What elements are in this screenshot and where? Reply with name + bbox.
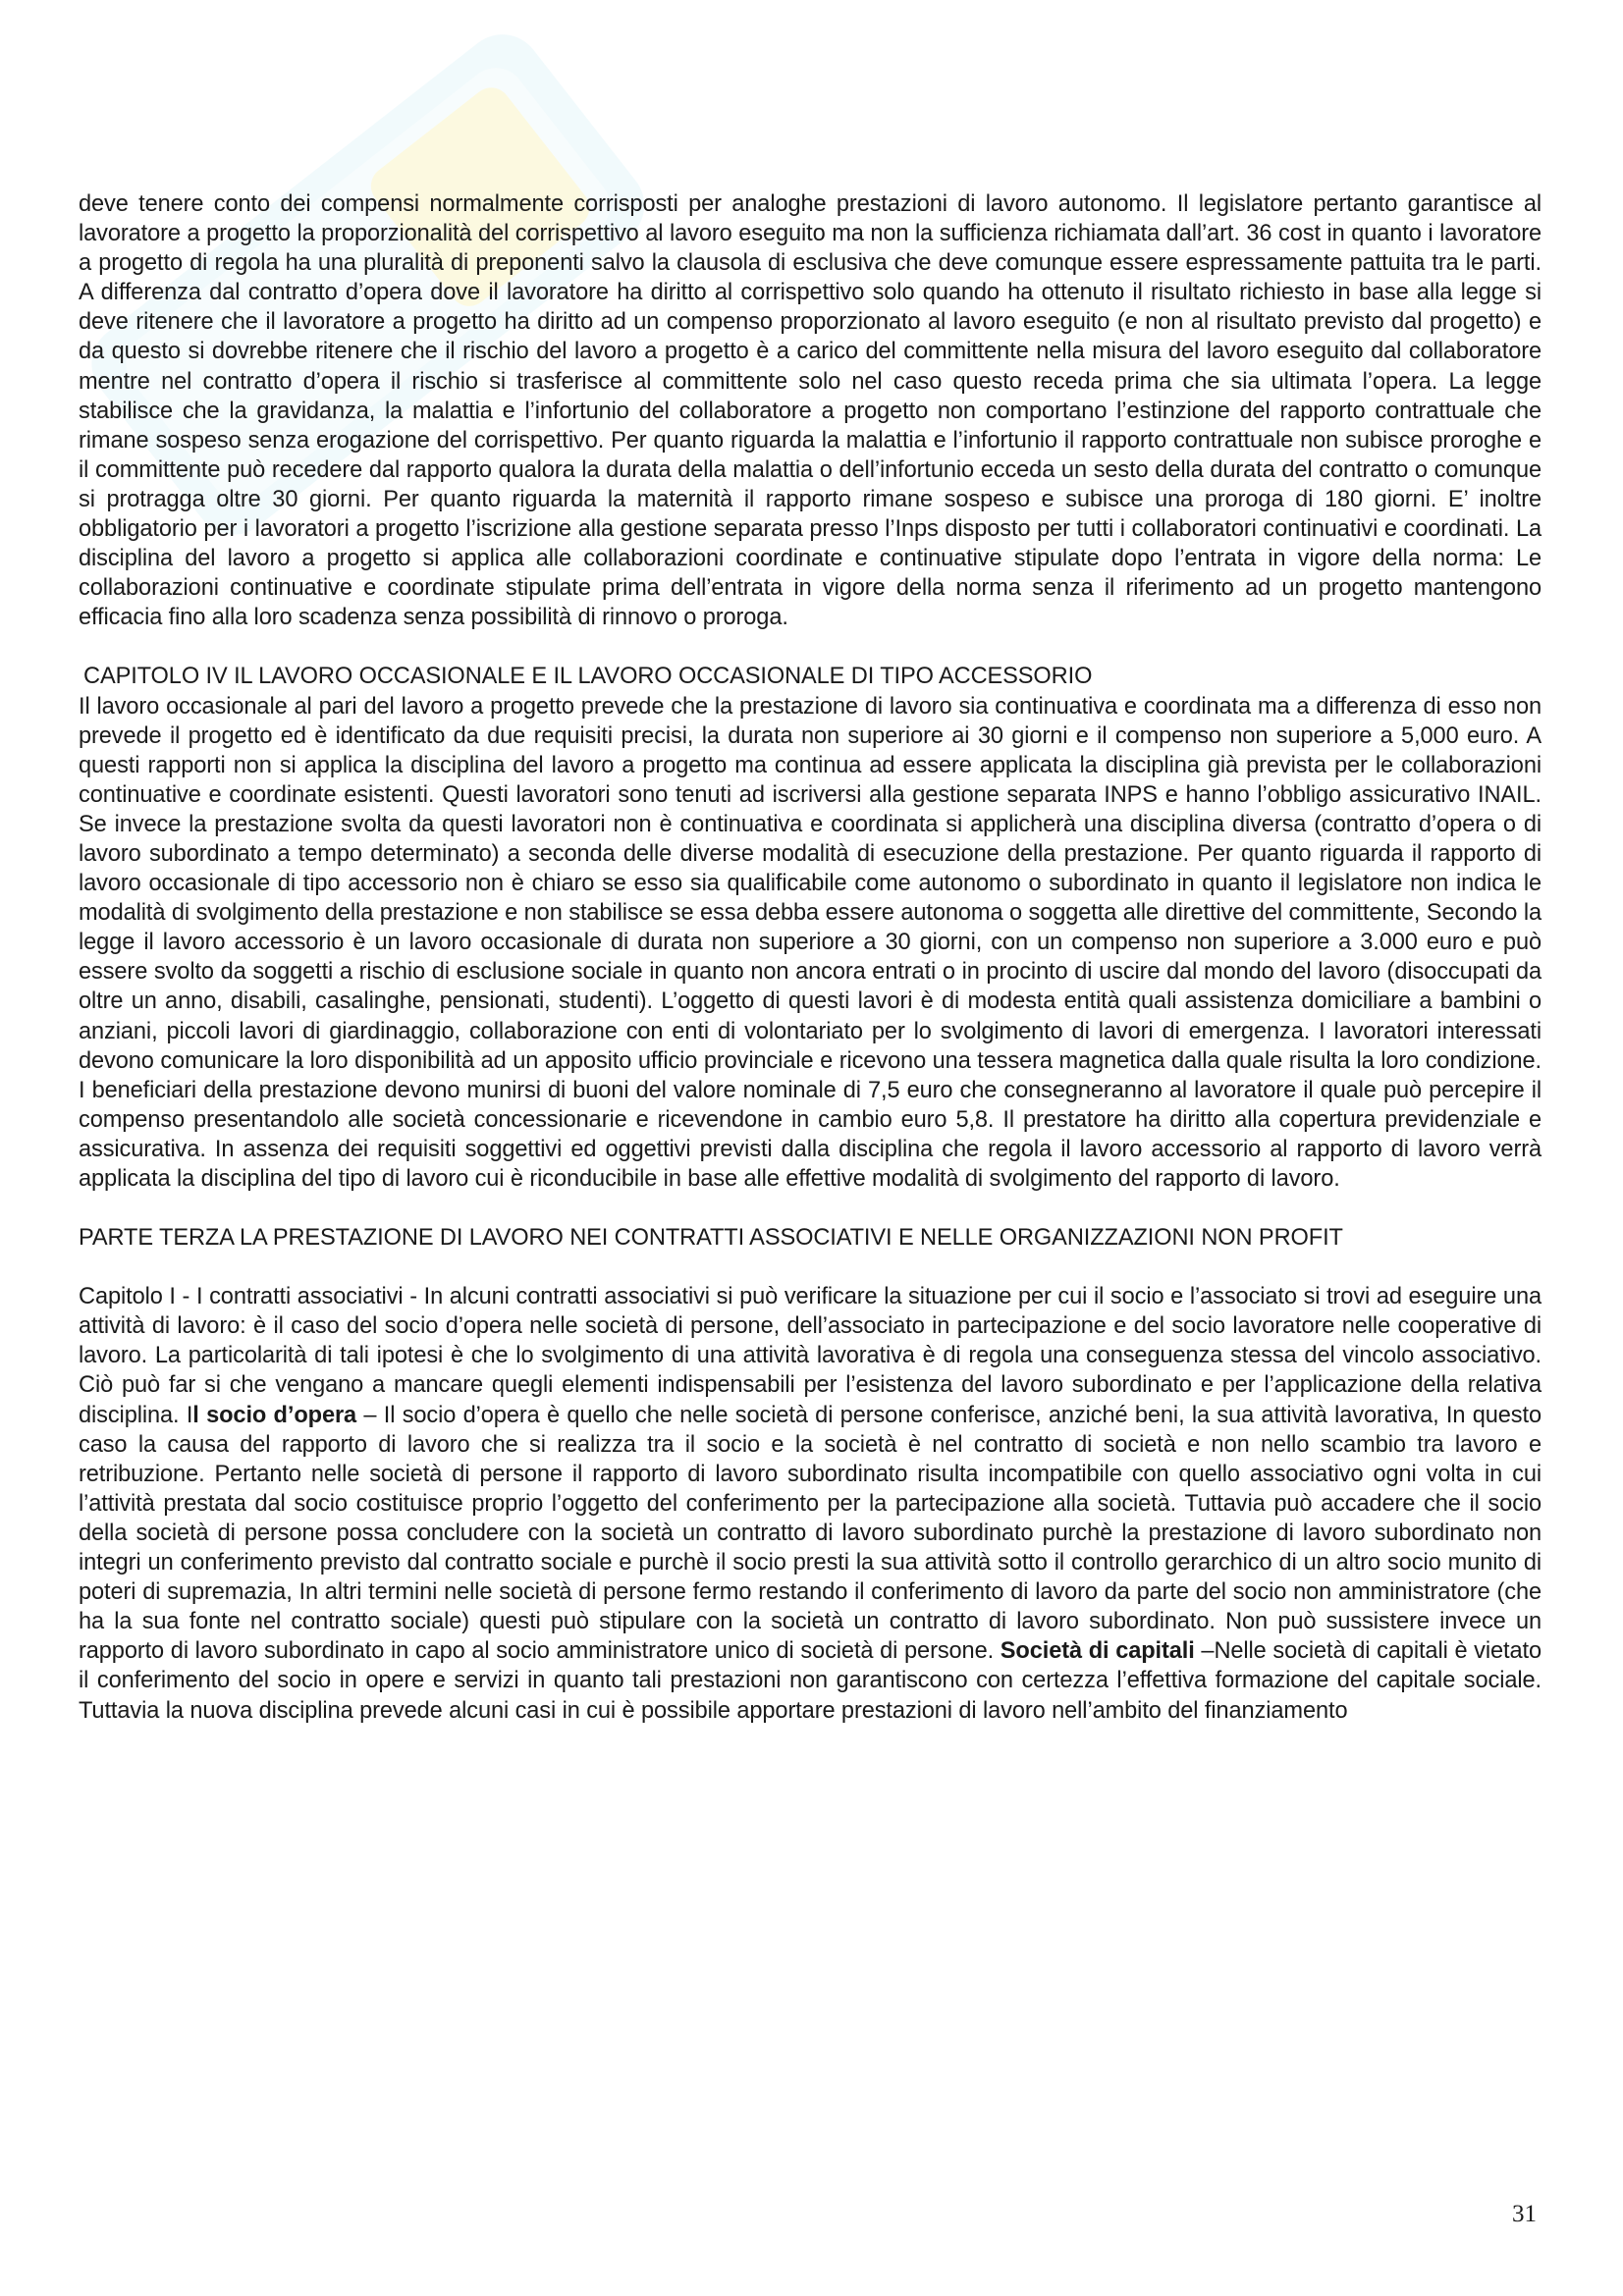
paragraph-contratti-associativi xyxy=(79,1282,1542,1725)
heading-parte-terza: PARTE TERZA LA PRESTAZIONE DI LAVORO NEI CONTRATTI ASSOCIATIVI E NELLE ORGANIZZAZIONI NON PROFIT xyxy=(79,1225,1343,1252)
bold-term-socio-opera: l socio d’opera xyxy=(192,1402,357,1428)
paragraph-text: Capitolo I - I contratti associativi - In alcuni contratti associativi si può verificare la situazione per cui il socio e l’associato si trovi ad eseguire una attività di lavoro: è il caso del socio d’opera nelle società di persone, dell’associato in partecipazione e del socio lavoratore nelle cooperative di lavoro. La particolarità di tali ipotesi è che lo svolgimento di una attività lavorativa è di regola una conseguenza stessa del vincolo associativo. Ciò può far si che vengano a mancare quegli elementi indispensabili per l’esistenza del lavoro subordinato e per l’applicazione della relativa disciplina. I xyxy=(79,1284,1542,1428)
document-body xyxy=(79,189,1542,1726)
paragraph-lavoro-a-progetto: deve tenere conto dei compensi normalmente corrisposti per analoghe prestazioni di lavoro autonomo. Il legislatore pertanto garantisce al lavoratore a progetto la proporzionalità del corrispettivo al lavoro eseguito ma non la sufficienza richiamata dall’art. 36 cost in quanto i lavoratore a progetto di regola ha una pluralità di preponenti salvo la clausola di esclusiva che deve comunque essere espressamente pattuita tra le parti. A differenza dal contratto d’opera dove il lavoratore ha diritto al corrispettivo solo quando ha ottenuto il risultato richiesto in base alla legge si deve ritenere che il lavoratore a progetto ha diritto ad un compenso proporzionato al lavoro eseguito (e non al risultato previsto dal progetto) e da questo si dovrebbe ritenere che il rischio del lavoro a progetto è a carico del committente nella misura del lavoro eseguito dal collaboratore mentre nel contratto d’opera il rischio si trasferisce al committente solo nel caso questo receda prima che sia ultimata l’opera. La legge stabilisce che la gravidanza, la malattia e l’infortunio del collaboratore a progetto non comportano l’estinzione del rapporto contrattuale che rimane sospeso senza erogazione del corrispettivo. Per quanto riguarda la malattia e l’infortunio il rapporto contrattuale non subisce proroghe e il committente può recedere dal rapporto qualora la durata della malattia o dell’infortunio ecceda un sesto della durata del contratto o comunque si protragga oltre 30 giorni. Per quanto riguarda la maternità il rapporto rimane sospeso e subisce una proroga di 180 giorni. E’ inoltre obbligatorio per i lavoratori a progetto l’iscrizione alla gestione separata presso l’Inps disposto per tutti i collaboratori continuativi e coordinati. La disciplina del lavoro a progetto si applica alle collaborazioni coordinate e continuative stipulate dopo l’entrata in vigore della norma: Le collaborazioni continuative e coordinate stipulate prima dell’entrata in vigore della norma senza il riferimento ad un progetto mantengono efficacia fino alla loro scadenza senza possibilità di rinnovo o proroga. xyxy=(79,191,1542,631)
page-number: 31 xyxy=(1512,2201,1537,2227)
bold-term-societa-capitali: Società di capitali xyxy=(1000,1638,1195,1665)
heading-capitolo-iv: CAPITOLO IV IL LAVORO OCCASIONALE E IL LAVORO OCCASIONALE DI TIPO ACCESSORIO xyxy=(83,664,1093,690)
paragraph-lavoro-occasionale: Il lavoro occasionale al pari del lavoro a progetto prevede che la prestazione di lavoro sia continuativa e coordinata ma a differenza di esso non prevede il progetto ed è identificato da due requisiti precisi, la durata non superiore ai 30 giorni e il compenso non superiore a 5,000 euro. A questi rapporti non si applica la disciplina del lavoro a progetto ma continua ad essere applicata la disciplina già prevista per le collaborazioni continuative e coordinate esistenti. Questi lavoratori sono tenuti ad iscriversi alla gestione separata INPS e hanno l’obbligo assicurativo INAIL. Se invece la prestazione svolta da questi lavoratori non è continuativa e coordinata si applicherà una disciplina diversa (contratto d’opera o di lavoro subordinato a tempo determinato) a seconda delle diverse modalità di esecuzione della prestazione. Per quanto riguarda il rapporto di lavoro occasionale di tipo accessorio non è chiaro se esso sia qualificabile come autonomo o subordinato in quanto il legislatore non indica le modalità di svolgimento della prestazione e non stabilisce se essa debba essere autonoma o soggetta alle direttive del committente, Secondo la legge il lavoro accessorio è un lavoro occasionale di durata non superiore a 30 giorni, con un compenso non superiore a 3.000 euro e può essere svolto da soggetti a rischio di esclusione sociale in quanto non ancora entrati o in procinto di uscire dal mondo del lavoro (disoccupati da oltre un anno, disabili, casalinghe, pensionati, studenti). L’oggetto di questi lavori è di modesta entità quali assistenza domiciliare a bambini o anziani, piccoli lavori di giardinaggio, collaborazione con enti di volontariato per lo svolgimento di lavori di emergenza. I lavoratori interessati devono comunicare la loro disponibilità ad un apposito ufficio provinciale e ricevono una tessera magnetica dalla quale risulta la loro condizione. I beneficiari della prestazione devono munirsi di buoni del valore nominale di 7,5 euro che consegneranno al lavoratore il quale può percepire il compenso presentandolo alle società concessionarie e ricevendone in cambio euro 5,8. Il prestatore ha diritto alla copertura previdenziale e assicurativa. In assenza dei requisiti soggettivi ed oggettivi previsti dalla disciplina che regola il lavoro accessorio al rapporto di lavoro verrà applicata la disciplina del tipo di lavoro cui è riconducibile in base alle effettive modalità di svolgimento del rapporto di lavoro. xyxy=(79,693,1542,1192)
paragraph-text: – Il socio d’opera è quello che nelle società di persone conferisce, anziché beni, la sua attività lavorativa, In questo caso la causa del rapporto di lavoro che si realizza tra il socio e la società è nel contratto di società e non nello scambio tra lavoro e retribuzione. Pertanto nelle società di persone il rapporto di lavoro subordinato risulta incompatibile con quello associativo ogni volta in cui l’attività prestata dal socio costituisce proprio l’oggetto del conferimento per la partecipazione alla società. Tuttavia può accadere che il socio della società di persone possa concludere con la società un contratto di lavoro subordinato purchè la prestazione di lavoro subordinato non integri un conferimento previsto dal contratto sociale e purchè il socio presti la sua attività sotto il controllo gerarchico di un altro socio munito di poteri di supremazia, In altri termini nelle società di persone fermo restando il conferimento di lavoro da parte del socio non amministratore (che ha la sua fonte nel contratto sociale) questi può stipulare con la società un contratto di lavoro subordinato. Non può sussistere invece un rapporto di lavoro subordinato in capo al socio amministratore unico di società di persone. xyxy=(79,1402,1542,1665)
paragraph-text: –Nelle società di capitali è vietato il conferimento del socio in opere e servizi in quanto tali prestazioni non garantiscono con certezza l’effettiva formazione del capitale sociale. Tuttavia la nuova disciplina prevede alcuni casi in cui è possibile apportare prestazioni di lavoro nell’ambito del finanziamento xyxy=(79,1638,1542,1724)
